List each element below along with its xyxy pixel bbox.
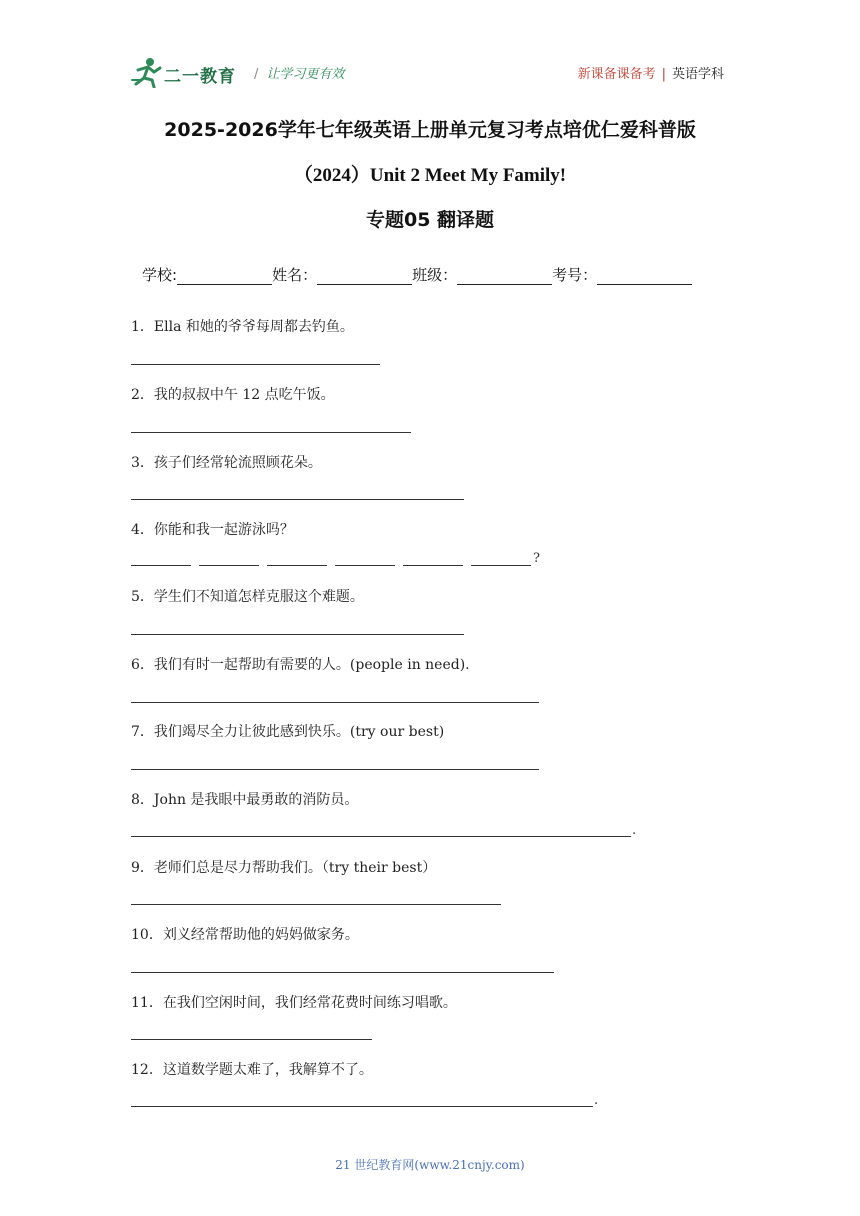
- header-separator: |: [661, 67, 666, 82]
- page-header: [130, 56, 730, 92]
- question-7: 7．我们竭尽全力让彼此感到快乐。(try our best): [131, 724, 445, 740]
- school-field: [142, 264, 272, 285]
- answer-line-5[interactable]: [131, 634, 464, 635]
- question-1: 1．Ella 和她的爷爷每周都去钓鱼。: [131, 319, 354, 335]
- name-blank[interactable]: [317, 268, 412, 285]
- word-blank[interactable]: [403, 551, 463, 566]
- answer-line-1[interactable]: [131, 364, 380, 365]
- question-mark: ?: [533, 551, 540, 566]
- slash-divider: /: [254, 67, 259, 82]
- logo-text: 二一教育: [164, 67, 236, 87]
- answer-line-3[interactable]: [131, 499, 464, 500]
- header-subject: 英语学科: [671, 67, 724, 82]
- page-subtitle: （2024）Unit 2 Meet My Family!: [293, 165, 567, 186]
- answer-blanks-4: [131, 551, 540, 566]
- runner-logo-icon: [130, 56, 164, 88]
- answer-line-2[interactable]: [131, 432, 411, 433]
- question-4: 4．你能和我一起游泳吗？: [131, 522, 294, 538]
- answer-line-11[interactable]: [131, 1039, 372, 1040]
- answer-line-12[interactable]: [131, 1106, 593, 1107]
- slogan-text: 让学习更有效: [266, 67, 345, 82]
- question-8: 8．John 是我眼中最勇敢的消防员。: [131, 792, 359, 808]
- question-9: 9．老师们总是尽力帮助我们。（try their best）: [131, 860, 437, 876]
- number-blank[interactable]: [597, 268, 692, 285]
- word-blank[interactable]: [471, 551, 531, 566]
- word-blank[interactable]: [267, 551, 327, 566]
- class-blank[interactable]: [457, 268, 552, 285]
- question-12: 12．这道数学题太难了，我解算不了。: [131, 1062, 373, 1078]
- word-blank[interactable]: [199, 551, 259, 566]
- school-label: 学校:: [142, 266, 178, 284]
- name-label: 姓名：: [272, 266, 318, 284]
- word-blank[interactable]: [131, 551, 191, 566]
- slogan: [254, 63, 344, 82]
- word-blank[interactable]: [335, 551, 395, 566]
- answer-line-8[interactable]: [131, 836, 631, 837]
- period-mark: .: [632, 823, 637, 838]
- name-field: [272, 264, 412, 285]
- period-mark: .: [594, 1093, 599, 1108]
- answer-line-6[interactable]: [131, 702, 539, 703]
- question-2: 2．我的叔叔中午 12 点吃午饭。: [131, 387, 335, 403]
- answer-line-7[interactable]: [131, 769, 539, 770]
- header-right: [578, 63, 724, 82]
- question-3: 3．孩子们经常轮流照顾花朵。: [131, 455, 322, 471]
- class-label: 班级：: [412, 266, 458, 284]
- class-field: [412, 264, 552, 285]
- header-tagline: 新课备课备考: [577, 67, 656, 82]
- page-title: 2025-2026学年七年级英语上册单元复习考点培优仁爱科普版: [164, 119, 696, 141]
- question-10: 10．刘义经常帮助他的妈妈做家务。: [131, 927, 359, 943]
- number-label: 考号：: [552, 266, 598, 284]
- student-info-row: [142, 264, 692, 285]
- answer-line-10[interactable]: [131, 972, 554, 973]
- answer-line-9[interactable]: [131, 904, 501, 905]
- number-field: [552, 264, 692, 285]
- question-5: 5．学生们不知道怎样克服这个难题。: [131, 589, 364, 605]
- school-blank[interactable]: [177, 268, 272, 285]
- page-footer[interactable]: 21 世纪教育网(www.21cnjy.com): [335, 1158, 525, 1172]
- logo: [130, 56, 248, 90]
- section-title: 专题05 翻译题: [365, 209, 495, 231]
- question-11: 11．在我们空闲时间，我们经常花费时间练习唱歌。: [131, 995, 457, 1011]
- question-6: 6．我们有时一起帮助有需要的人。(people in need).: [131, 657, 470, 673]
